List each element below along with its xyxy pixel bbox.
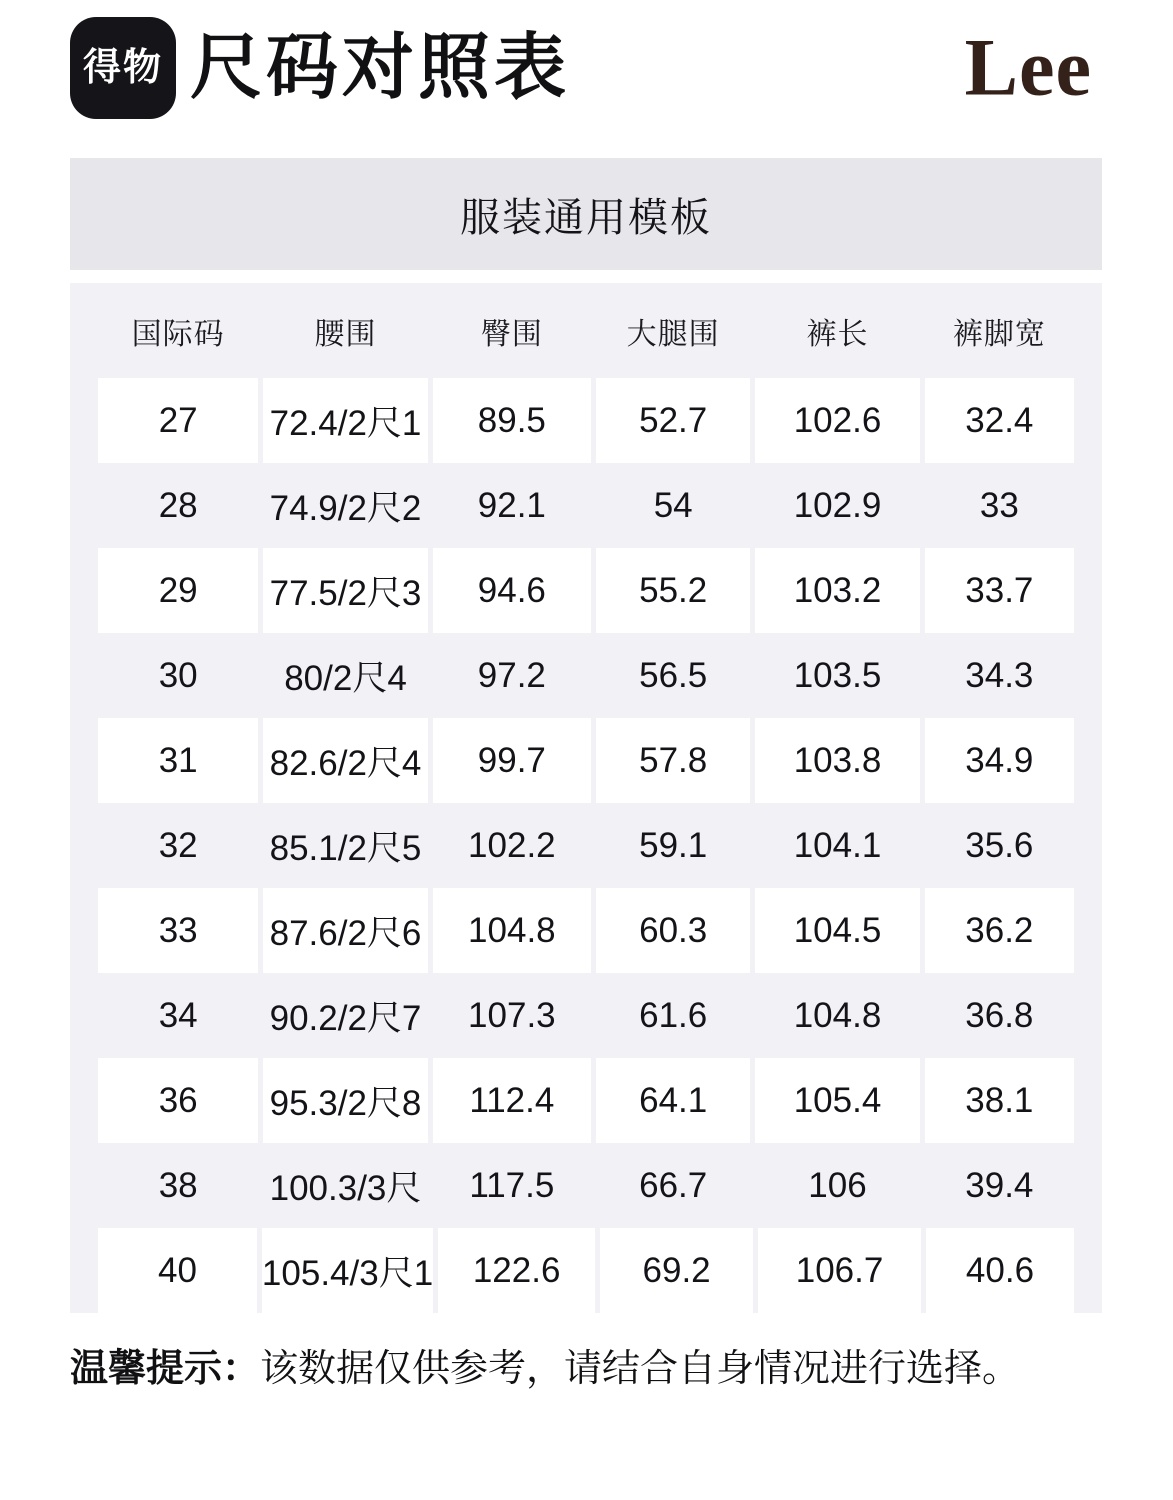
table-cell: 32	[158, 825, 198, 865]
table-row	[98, 1143, 1074, 1228]
table-row	[98, 633, 1074, 718]
table-cell: 103.5	[793, 655, 882, 695]
table-cell: 94.6	[433, 548, 591, 633]
column-header-thigh: 大腿围	[626, 317, 720, 351]
table-cell: 38	[158, 1165, 198, 1205]
table-cell: 80/2尺4	[284, 658, 407, 698]
table-cell: 64.1	[596, 1058, 750, 1143]
table-cell: 59.1	[639, 825, 708, 865]
size-table-header-row	[98, 283, 1074, 378]
column-header-waist: 腰围	[314, 317, 377, 351]
table-cell: 102.9	[793, 485, 882, 525]
table-cell: 36	[98, 1058, 258, 1143]
table-cell: 52.7	[596, 378, 750, 463]
table-cell: 105.4/3尺1	[262, 1228, 433, 1313]
table-cell: 82.6/2尺4	[263, 718, 427, 803]
lee-brand-logo: Lee	[964, 23, 1092, 113]
table-cell: 90.2/2尺7	[269, 998, 422, 1038]
table-cell: 33	[98, 888, 258, 973]
dewu-logo	[70, 17, 176, 119]
table-row	[98, 463, 1074, 548]
table-cell: 104.5	[755, 888, 919, 973]
table-cell: 69.2	[600, 1228, 753, 1313]
table-row	[98, 1058, 1074, 1143]
table-cell: 122.6	[438, 1228, 595, 1313]
table-cell: 27	[98, 378, 258, 463]
page-title: 尺码对照表	[190, 28, 571, 108]
table-row	[98, 973, 1074, 1058]
table-cell: 56.5	[639, 655, 708, 695]
table-cell: 72.4/2尺1	[263, 378, 427, 463]
table-cell: 104.1	[793, 825, 882, 865]
table-cell: 40.6	[926, 1228, 1074, 1313]
dewu-logo-text: 得物	[82, 47, 163, 89]
table-cell: 38.1	[925, 1058, 1074, 1143]
table-cell: 32.4	[925, 378, 1074, 463]
table-cell: 57.8	[596, 718, 750, 803]
table-cell: 89.5	[433, 378, 591, 463]
column-header-hip: 臀围	[480, 317, 543, 351]
column-header-leg-open: 裤脚宽	[952, 317, 1046, 351]
size-chart-page	[70, 0, 1102, 1394]
table-cell: 87.6/2尺6	[263, 888, 427, 973]
table-cell: 97.2	[477, 655, 546, 695]
table-cell: 105.4	[755, 1058, 919, 1143]
table-cell: 34.9	[925, 718, 1074, 803]
table-cell: 66.7	[639, 1165, 708, 1205]
table-cell: 103.2	[755, 548, 919, 633]
table-cell: 104.8	[433, 888, 591, 973]
table-cell: 28	[158, 485, 198, 525]
table-cell: 117.5	[469, 1165, 555, 1205]
table-cell: 95.3/2尺8	[263, 1058, 427, 1143]
table-cell: 30	[158, 655, 198, 695]
table-row	[98, 803, 1074, 888]
table-cell: 106	[808, 1165, 867, 1205]
table-cell: 103.8	[755, 718, 919, 803]
table-row	[98, 378, 1074, 463]
table-cell: 35.6	[965, 825, 1034, 865]
table-cell: 61.6	[639, 995, 708, 1035]
table-cell: 54	[653, 485, 693, 525]
table-cell: 34	[158, 995, 198, 1035]
table-cell: 55.2	[596, 548, 750, 633]
table-cell: 74.9/2尺2	[269, 488, 422, 528]
table-cell: 104.8	[793, 995, 882, 1035]
table-cell: 112.4	[433, 1058, 591, 1143]
table-cell: 39.4	[965, 1165, 1034, 1205]
table-cell: 99.7	[433, 718, 591, 803]
table-row	[98, 1228, 1074, 1313]
table-cell: 92.1	[477, 485, 546, 525]
table-cell: 33.7	[925, 548, 1074, 633]
template-banner-title: 服装通用模板	[460, 195, 712, 240]
notice	[70, 1345, 1102, 1394]
table-cell: 85.1/2尺5	[269, 828, 422, 868]
table-cell: 31	[98, 718, 258, 803]
table-cell: 36.2	[925, 888, 1074, 973]
table-cell: 29	[98, 548, 258, 633]
table-cell: 102.6	[755, 378, 919, 463]
size-table-body	[98, 378, 1074, 1313]
table-cell: 107.3	[468, 995, 556, 1035]
table-cell: 36.8	[965, 995, 1034, 1035]
table-cell: 34.3	[965, 655, 1034, 695]
table-cell: 106.7	[758, 1228, 921, 1313]
table-cell: 77.5/2尺3	[263, 548, 427, 633]
column-header-intl-size: 国际码	[131, 317, 225, 351]
notice-text: 该数据仅供参考，请结合自身情况进行选择。	[260, 1348, 1021, 1390]
table-cell: 100.3/3尺	[269, 1168, 422, 1208]
column-header-length: 裤长	[806, 317, 869, 351]
table-row	[98, 888, 1074, 973]
table-row	[98, 548, 1074, 633]
template-banner	[70, 158, 1102, 270]
table-cell: 60.3	[596, 888, 750, 973]
size-table	[70, 283, 1102, 1313]
table-row	[98, 718, 1074, 803]
table-cell: 33	[979, 485, 1019, 525]
table-cell: 102.2	[468, 825, 556, 865]
table-cell: 40	[98, 1228, 257, 1313]
header	[70, 0, 1102, 120]
notice-label: 温馨提示：	[70, 1348, 261, 1390]
